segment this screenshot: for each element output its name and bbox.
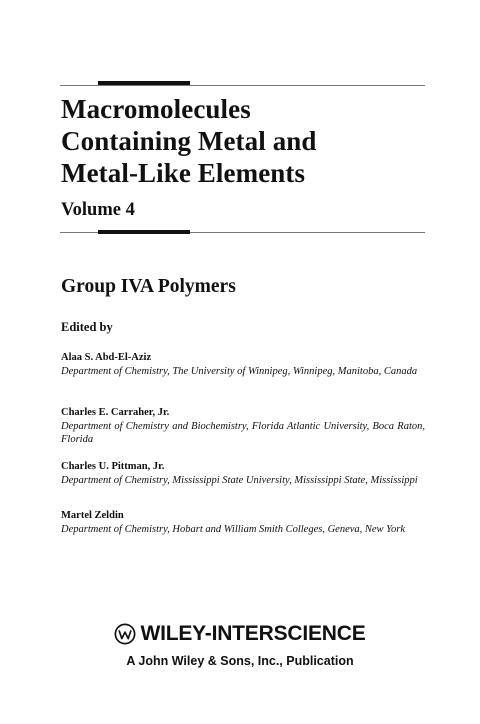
top-rule bbox=[60, 85, 425, 86]
publisher-tagline: A John Wiley & Sons, Inc., Publication bbox=[126, 654, 354, 668]
editor-entry bbox=[61, 460, 425, 487]
editor-affiliation: Department of Chemistry, The University of Winnipeg, Winnipeg, Manitoba, Canada bbox=[61, 366, 418, 377]
editor-entry bbox=[61, 509, 425, 536]
title-line: Containing Metal and bbox=[61, 126, 317, 156]
book-subtitle: Group IVA Polymers bbox=[61, 276, 236, 297]
title-line: Macromolecules bbox=[61, 94, 251, 124]
title-line: Metal-Like Elements bbox=[61, 158, 306, 188]
volume-label: Volume 4 bbox=[61, 200, 135, 220]
wiley-logo-icon bbox=[114, 623, 136, 645]
top-accent-bar bbox=[98, 81, 190, 85]
publisher-logo-row bbox=[114, 622, 365, 646]
book-title bbox=[61, 93, 441, 189]
editor-name: Alaa S. Abd-El-Aziz bbox=[61, 352, 152, 363]
editor-entry bbox=[61, 406, 425, 446]
publisher-name: WILEY-INTERSCIENCE bbox=[140, 622, 366, 645]
editor-affiliation: Department of Chemistry, Mississippi State University, Mississippi State, Mississippi bbox=[61, 475, 418, 486]
publisher-block bbox=[0, 622, 480, 668]
editor-affiliation: Department of Chemistry and Biochemistry, Florida Atlantic University, Boca Raton, Florida bbox=[61, 421, 425, 445]
editor-name: Charles E. Carraher, Jr. bbox=[61, 407, 170, 418]
bottom-accent-bar bbox=[98, 230, 190, 234]
editor-name: Charles U. Pittman, Jr. bbox=[61, 461, 165, 472]
editor-entry bbox=[61, 351, 425, 378]
edited-by-label: Edited by bbox=[61, 320, 113, 334]
editor-affiliation: Department of Chemistry, Hobart and William Smith Colleges, Geneva, New York bbox=[61, 524, 406, 535]
editor-name: Martel Zeldin bbox=[61, 510, 124, 521]
